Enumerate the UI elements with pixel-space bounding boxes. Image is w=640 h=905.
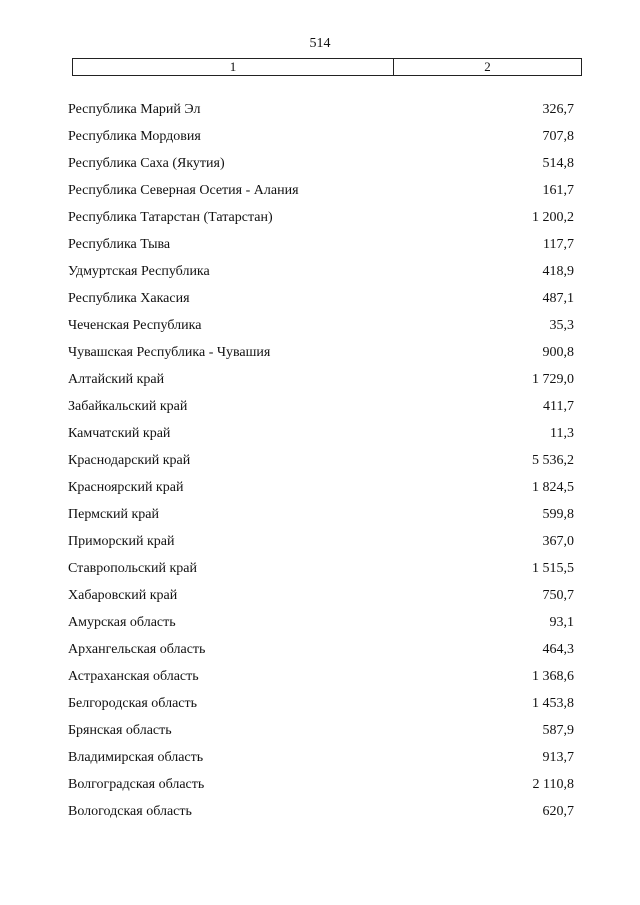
column-header-2: 2 xyxy=(484,59,491,74)
table-row xyxy=(0,422,640,449)
region-value: 411,7 xyxy=(543,399,574,414)
region-name: Республика Тыва xyxy=(68,237,171,252)
region-name: Республика Мордовия xyxy=(68,129,201,144)
region-value: 418,9 xyxy=(542,264,574,279)
region-value: 620,7 xyxy=(542,804,574,819)
table-row xyxy=(0,611,640,638)
region-name: Хабаровский край xyxy=(68,588,178,603)
region-value: 1 200,2 xyxy=(532,210,574,225)
table-row xyxy=(0,341,640,368)
table-row xyxy=(0,665,640,692)
region-name: Удмуртская Республика xyxy=(68,264,210,279)
region-value: 1 453,8 xyxy=(532,696,574,711)
region-name: Красноярский край xyxy=(68,480,184,495)
region-name: Амурская область xyxy=(68,615,176,630)
region-value: 11,3 xyxy=(550,426,574,441)
table-row xyxy=(0,314,640,341)
region-value: 326,7 xyxy=(542,102,574,117)
region-name: Владимирская область xyxy=(68,750,204,765)
region-name: Республика Северная Осетия - Алания xyxy=(68,183,299,198)
table-row xyxy=(0,98,640,125)
table-row xyxy=(0,719,640,746)
region-name: Алтайский край xyxy=(68,372,165,387)
region-value: 514,8 xyxy=(542,156,574,171)
table-row xyxy=(0,530,640,557)
region-value: 367,0 xyxy=(542,534,574,549)
region-value: 2 110,8 xyxy=(532,777,574,792)
region-value: 1 515,5 xyxy=(532,561,574,576)
region-name: Волгоградская область xyxy=(68,777,205,792)
table-row xyxy=(0,557,640,584)
region-value: 1 729,0 xyxy=(532,372,574,387)
region-name: Вологодская область xyxy=(68,804,192,819)
table-row xyxy=(0,125,640,152)
region-value: 464,3 xyxy=(542,642,574,657)
table-row xyxy=(0,449,640,476)
region-name: Забайкальский край xyxy=(68,399,188,414)
table-row xyxy=(0,503,640,530)
region-value: 1 368,6 xyxy=(532,669,574,684)
region-value: 35,3 xyxy=(549,318,574,333)
region-name: Ставропольский край xyxy=(68,561,197,576)
region-value: 750,7 xyxy=(542,588,574,603)
region-value: 117,7 xyxy=(543,237,574,252)
region-value: 707,8 xyxy=(542,129,574,144)
region-value: 913,7 xyxy=(542,750,574,765)
region-name: Чувашская Республика - Чувашия xyxy=(68,345,271,360)
region-value: 1 824,5 xyxy=(532,480,574,495)
region-name: Республика Марий Эл xyxy=(68,102,201,117)
table-row xyxy=(0,233,640,260)
region-name: Белгородская область xyxy=(68,696,198,711)
table-row xyxy=(0,773,640,800)
table-row xyxy=(0,692,640,719)
region-name: Пермский край xyxy=(68,507,159,522)
region-name: Брянская область xyxy=(68,723,172,738)
table-row xyxy=(0,152,640,179)
region-name: Камчатский край xyxy=(68,426,171,441)
region-value: 587,9 xyxy=(542,723,574,738)
table-row xyxy=(0,746,640,773)
region-value: 900,8 xyxy=(542,345,574,360)
region-name: Республика Хакасия xyxy=(68,291,190,306)
region-value: 161,7 xyxy=(542,183,574,198)
region-table xyxy=(0,98,640,827)
table-row xyxy=(0,395,640,422)
table-row xyxy=(0,260,640,287)
region-value: 599,8 xyxy=(542,507,574,522)
table-row xyxy=(0,638,640,665)
region-name: Республика Саха (Якутия) xyxy=(68,156,225,171)
table-row xyxy=(0,800,640,827)
region-name: Архангельская область xyxy=(68,642,206,657)
table-row xyxy=(0,368,640,395)
region-value: 487,1 xyxy=(542,291,574,306)
table-row xyxy=(0,287,640,314)
region-name: Республика Татарстан (Татарстан) xyxy=(68,210,273,225)
page-number: 514 xyxy=(309,36,331,51)
region-name: Краснодарский край xyxy=(68,453,191,468)
table-row xyxy=(0,584,640,611)
table-row xyxy=(0,179,640,206)
region-name: Приморский край xyxy=(68,534,175,549)
region-name: Астраханская область xyxy=(68,669,199,684)
table-row xyxy=(0,206,640,233)
region-name: Чеченская Республика xyxy=(68,318,202,333)
region-value: 93,1 xyxy=(549,615,574,630)
column-header-1: 1 xyxy=(73,59,394,75)
region-value: 5 536,2 xyxy=(532,453,574,468)
column-header-row xyxy=(72,58,582,76)
table-row xyxy=(0,476,640,503)
